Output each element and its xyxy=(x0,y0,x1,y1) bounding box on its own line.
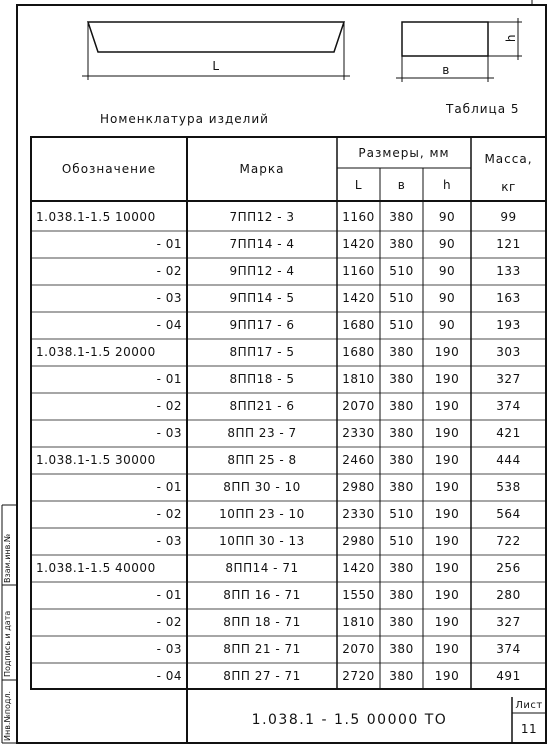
cell-mark: 8ПП 21 - 71 xyxy=(223,642,301,656)
cell-mark: 8ПП18 - 5 xyxy=(229,372,295,386)
cell-length: 2980 xyxy=(342,534,375,548)
cell-mass: 256 xyxy=(496,561,521,575)
cell-mark: 8ПП 16 - 71 xyxy=(223,588,301,602)
cell-height: 190 xyxy=(434,534,460,548)
cell-designation: - 01 xyxy=(156,480,182,494)
cell-width: 380 xyxy=(389,561,414,575)
cell-mark: 8ПП14 - 71 xyxy=(225,561,299,575)
cell-height: 190 xyxy=(434,372,460,386)
cell-length: 1680 xyxy=(342,345,375,359)
cell-width: 510 xyxy=(389,291,414,305)
cell-mass: 421 xyxy=(496,426,521,440)
label-width-b: в xyxy=(442,63,450,77)
cell-designation: - 03 xyxy=(156,534,182,548)
cell-mass: 327 xyxy=(496,615,521,629)
cell-designation: - 02 xyxy=(156,264,182,278)
table-number: Таблица 5 xyxy=(446,102,520,116)
cell-mass: 722 xyxy=(496,534,521,548)
cell-mass: 564 xyxy=(496,507,521,521)
cell-width: 380 xyxy=(389,615,414,629)
cell-height: 190 xyxy=(434,453,460,467)
cell-width: 380 xyxy=(389,480,414,494)
cell-width: 510 xyxy=(389,318,414,332)
cell-designation: 1.038.1-1.5 30000 xyxy=(36,453,156,467)
cell-width: 380 xyxy=(389,588,414,602)
cell-designation: 1.038.1-1.5 20000 xyxy=(36,345,156,359)
cell-width: 380 xyxy=(389,345,414,359)
cell-mass: 374 xyxy=(496,399,521,413)
cell-length: 1810 xyxy=(342,372,375,386)
cell-designation: - 03 xyxy=(156,291,182,305)
cell-width: 380 xyxy=(389,237,414,251)
cell-mark: 7ПП12 - 3 xyxy=(229,210,295,224)
document-code: 1.038.1 - 1.5 00000 ТО xyxy=(251,712,448,728)
cell-length: 2330 xyxy=(342,507,375,521)
field-replaced-inventory: Взам.инв.№ xyxy=(3,533,12,583)
cell-mark: 9ПП12 - 4 xyxy=(229,264,295,278)
cell-width: 510 xyxy=(389,507,414,521)
cell-designation: 1.038.1-1.5 40000 xyxy=(36,561,156,575)
cell-designation: - 03 xyxy=(156,642,182,656)
cell-height: 90 xyxy=(438,237,456,251)
col-header-mark: Марка xyxy=(239,162,285,176)
cell-mark: 10ПП 23 - 10 xyxy=(219,507,305,521)
cell-mark: 8ПП 30 - 10 xyxy=(223,480,301,494)
cell-mass: 491 xyxy=(496,669,521,683)
col-header-h: h xyxy=(442,178,452,192)
cell-width: 510 xyxy=(389,534,414,548)
cell-length: 1160 xyxy=(342,264,375,278)
cell-length: 1160 xyxy=(342,210,375,224)
cell-length: 2070 xyxy=(342,642,375,656)
cell-mark: 8ПП17 - 5 xyxy=(229,345,295,359)
field-signature-date: Подпись и дата xyxy=(3,610,12,677)
cell-designation: - 01 xyxy=(156,588,182,602)
cell-mark: 8ПП 23 - 7 xyxy=(227,426,297,440)
cell-height: 190 xyxy=(434,642,460,656)
sheet-label: Лист xyxy=(515,700,543,711)
col-header-designation: Обозначение xyxy=(61,162,157,176)
cell-length: 1420 xyxy=(342,561,375,575)
cell-mark: 8ПП 25 - 8 xyxy=(227,453,297,467)
col-header-L: L xyxy=(354,178,363,192)
cell-mass: 99 xyxy=(500,210,517,224)
cell-height: 190 xyxy=(434,507,460,521)
cell-designation: - 03 xyxy=(156,426,182,440)
cell-height: 190 xyxy=(434,615,460,629)
cell-mark: 8ПП 18 - 71 xyxy=(223,615,301,629)
cell-designation: - 01 xyxy=(156,237,182,251)
cell-height: 190 xyxy=(434,561,460,575)
cell-width: 380 xyxy=(389,669,414,683)
cell-length: 2330 xyxy=(342,426,375,440)
col-header-b: в xyxy=(397,178,406,192)
label-length-L: L xyxy=(212,59,220,73)
cell-length: 1680 xyxy=(342,318,375,332)
cell-height: 190 xyxy=(434,345,460,359)
cell-designation: - 02 xyxy=(156,399,182,413)
cell-height: 190 xyxy=(434,588,460,602)
cell-height: 90 xyxy=(438,291,456,305)
cell-mass: 163 xyxy=(496,291,521,305)
cell-width: 380 xyxy=(389,426,414,440)
cell-width: 380 xyxy=(389,399,414,413)
col-header-mass-unit: кг xyxy=(501,180,516,194)
cell-length: 2720 xyxy=(342,669,375,683)
cell-designation: - 02 xyxy=(156,615,182,629)
cell-mark: 10ПП 30 - 13 xyxy=(219,534,305,548)
cell-length: 2070 xyxy=(342,399,375,413)
cell-length: 2980 xyxy=(342,480,375,494)
cell-length: 1420 xyxy=(342,237,375,251)
cell-height: 90 xyxy=(438,264,456,278)
cell-mass: 327 xyxy=(496,372,521,386)
cell-height: 190 xyxy=(434,480,460,494)
cell-length: 2460 xyxy=(342,453,375,467)
label-height-h: h xyxy=(504,33,518,43)
cell-designation: 1.038.1-1.5 10000 xyxy=(36,210,156,224)
cell-mark: 9ПП14 - 5 xyxy=(229,291,295,305)
cell-designation: - 01 xyxy=(156,372,182,386)
col-header-dimensions: Размеры, мм xyxy=(358,146,450,160)
cell-designation: - 04 xyxy=(156,318,182,332)
cell-mass: 193 xyxy=(496,318,521,332)
cell-height: 190 xyxy=(434,399,460,413)
field-inventory-original: Инв.№подл. xyxy=(3,690,12,741)
cell-mass: 133 xyxy=(496,264,521,278)
cell-width: 380 xyxy=(389,210,414,224)
cell-designation: - 02 xyxy=(156,507,182,521)
cell-length: 1810 xyxy=(342,615,375,629)
cell-mass: 280 xyxy=(496,588,521,602)
cell-height: 90 xyxy=(438,210,456,224)
cell-width: 380 xyxy=(389,453,414,467)
cell-mass: 121 xyxy=(496,237,521,251)
cell-mark: 9ПП17 - 6 xyxy=(229,318,295,332)
cell-height: 90 xyxy=(438,318,456,332)
cell-length: 1550 xyxy=(342,588,375,602)
table-caption: Номенклатура изделий xyxy=(100,112,269,126)
cell-mark: 8ПП21 - 6 xyxy=(229,399,295,413)
cell-height: 190 xyxy=(434,426,460,440)
cell-width: 380 xyxy=(389,642,414,656)
cell-height: 190 xyxy=(434,669,460,683)
cell-mass: 374 xyxy=(496,642,521,656)
cell-mark: 7ПП14 - 4 xyxy=(229,237,295,251)
sheet-number: 11 xyxy=(520,722,538,736)
cell-width: 510 xyxy=(389,264,414,278)
cell-mark: 8ПП 27 - 71 xyxy=(223,669,301,683)
col-header-mass: Масса, xyxy=(484,152,533,166)
cell-length: 1420 xyxy=(342,291,375,305)
cell-width: 380 xyxy=(389,372,414,386)
cell-mass: 444 xyxy=(496,453,521,467)
cell-mass: 303 xyxy=(496,345,521,359)
slab-section-sketch xyxy=(396,18,522,82)
binding-stamp xyxy=(2,505,16,741)
cell-mass: 538 xyxy=(496,480,521,494)
cell-designation: - 04 xyxy=(156,669,182,683)
